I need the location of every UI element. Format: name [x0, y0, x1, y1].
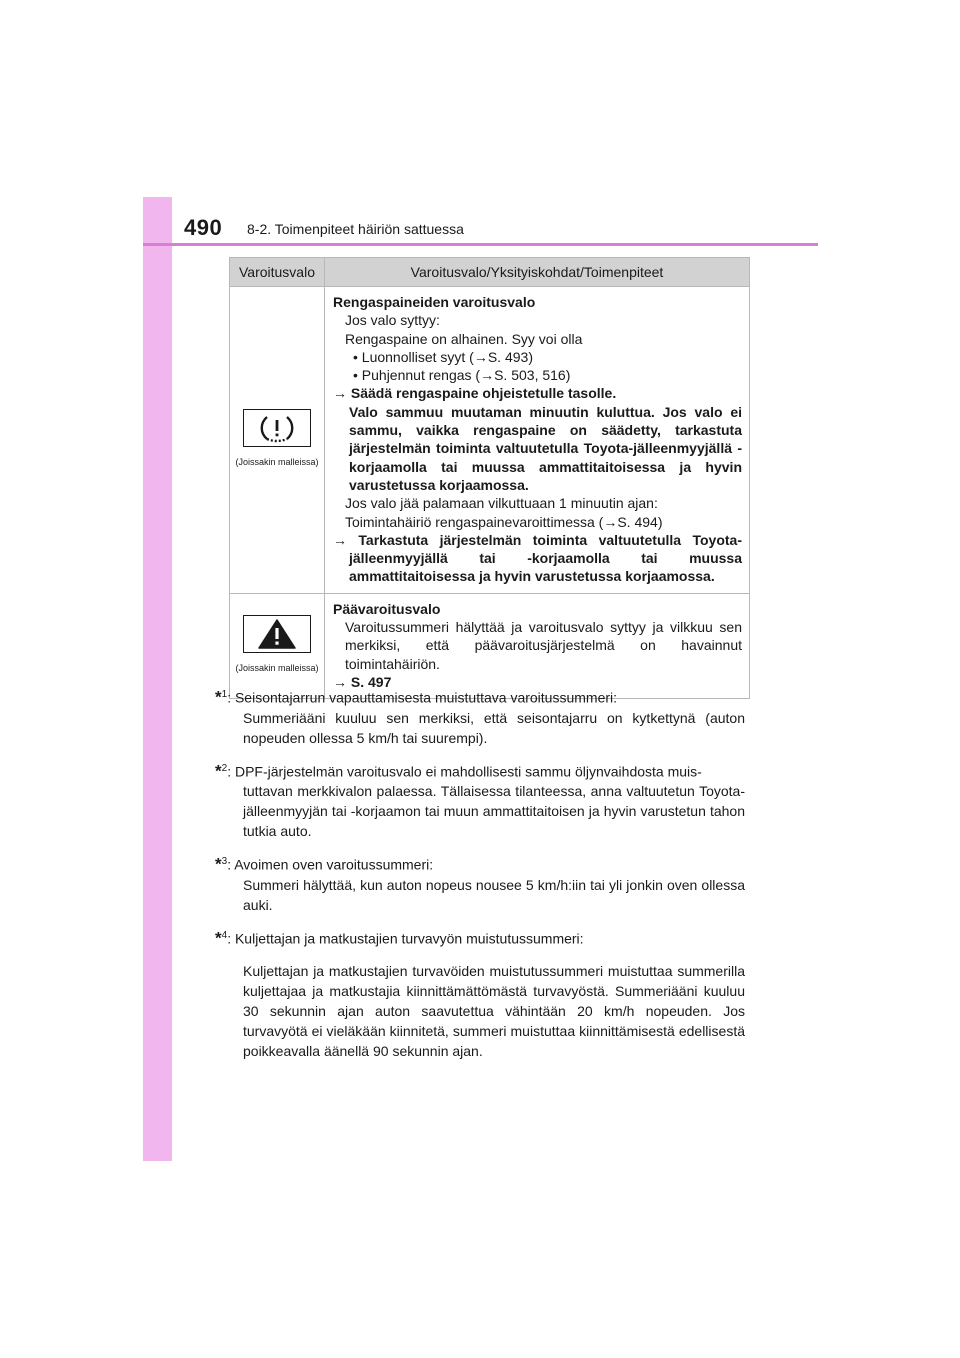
- light-title: Rengaspaineiden varoitusvalo: [333, 294, 536, 310]
- footnote-number: 1: [221, 689, 228, 700]
- light-title: Päävaroitusvalo: [333, 600, 441, 617]
- side-tab-band: [143, 197, 172, 1161]
- table-row: [230, 593, 750, 698]
- description-line: Jos valo syttyy:: [345, 312, 440, 329]
- footnote-number: 3: [221, 856, 228, 868]
- description-line: Jos valo jää palamaan vilkuttuaan 1 minuutin ajan:: [345, 495, 658, 512]
- action-line: → S. 497: [333, 673, 392, 690]
- footnote-title: : Seisontajarrun vapauttamisesta muistuttava varoitussummeri:: [227, 689, 618, 706]
- footnote-mark: *: [215, 928, 222, 948]
- master-warning-icon: [243, 615, 311, 653]
- warning-light-table: [229, 257, 750, 699]
- footnotes: [215, 685, 745, 1072]
- description-line: Varoitussummeri hälyttää ja varoitusvalo syttyy ja vilkkuu sen merkiksi, että päävaroitusjärjestelmä on havainnut toimintahäiriön.: [345, 619, 742, 672]
- description-cell: [325, 593, 750, 698]
- footnote-title: : Avoimen oven varoitussummeri:: [227, 856, 434, 873]
- footnote-mark: *: [215, 761, 222, 781]
- footnote-lead: [215, 685, 745, 708]
- description-line: Rengaspaine on alhainen. Syy voi olla: [345, 330, 583, 347]
- footnote: [215, 759, 745, 842]
- section-title: 8-2. Toimenpiteet häiriön sattuessa: [247, 221, 464, 237]
- column-header-details: Varoitusvalo/Yksityiskohdat/Toimenpiteet: [325, 258, 750, 287]
- description-cell: [325, 287, 750, 594]
- footnote-mark: *: [215, 687, 222, 707]
- footnote-number: 2: [221, 762, 228, 774]
- bullet-item: • Puhjennut rengas (→S. 503, 516): [353, 367, 571, 384]
- description-line: Toimintahäiriö rengaspainevaroittimessa (→S. 494): [345, 513, 663, 530]
- footnote: [215, 852, 745, 915]
- action-detail: Valo sammuu muutaman minuutin kuluttua. Jos valo ei sammu, vaikka rengaspaine on säädetty, tarkastuta järjestelmän toiminta valtuutetulla Toyota-jälleenmyyjällä -korjaamolla tai muussa ammattitaitoisessa ja hyvin varustetussa korjaamossa.: [349, 403, 742, 493]
- icon-caption: (Joissakin malleissa): [235, 662, 319, 673]
- footnote-lead: [215, 759, 745, 782]
- column-header-light: Varoitusvalo: [230, 258, 325, 287]
- icon-cell: [230, 287, 325, 594]
- footnote: [215, 685, 745, 748]
- tire-pressure-warning-icon: [243, 409, 311, 447]
- footnote-lead: [215, 852, 745, 875]
- bullet-item: • Luonnolliset syyt (→S. 493): [353, 348, 533, 365]
- footnote: [215, 926, 745, 1061]
- footnote-title: : Kuljettajan ja matkustajien turvavyön muistutussummeri:: [227, 930, 584, 947]
- footnote-lead: [215, 926, 745, 949]
- footnote-title: : DPF-järjestelmän varoitusvalo ei mahdollisesti sammu öljynvaihdosta muis-: [227, 763, 702, 780]
- table-row: [230, 287, 750, 594]
- footnote-body: Kuljettajan ja matkustajien turvavöiden muistutussummeri muistuttaa summerilla kuljettajaa ja matkustajia kiinnittämättömästä turvavyöstä. Summeriääni kuuluu 30 sekunnin ajan auton saavutettua vähintään 20 km/h nopeuden. Jos turvavyötä ei vieläkään kiinnitetä, summeri muistuttaa kiinnittämisestä edellisestä poikkeavalla äänellä 90 sekunnin ajan.: [243, 962, 745, 1059]
- footnote-body: Summeri hälyttää, kun auton nopeus nousee 5 km/h:iin tai yli jonkin oven ollessa auki.: [243, 876, 745, 913]
- action-line: → Säädä rengaspaine ohjeistetulle tasolle.: [333, 385, 617, 402]
- header-rule: [143, 243, 818, 246]
- footnote-body: tuttavan merkkivalon palaessa. Tällaisessa tilanteessa, anna valtuutetun Toyota-jälleenmyyjän tai -korjaamon tai muun ammattitaitoisen ja hyvin varustetun tahon tutkia auto.: [243, 783, 745, 840]
- icon-caption: (Joissakin malleissa): [235, 456, 319, 467]
- icon-cell: [230, 593, 325, 698]
- footnote-body: Summeriääni kuuluu sen merkiksi, että seisontajarru on kytkettynä (auton nopeuden ollessa 5 km/h tai suurempi).: [243, 709, 745, 746]
- action-line: → Tarkastuta järjestelmän toiminta valtuutetulla Toyota-jälleenmyyjällä tai -korjaamolla tai muussa ammattitaitoisessa ja hyvin varustetussa korjaamossa.: [333, 531, 742, 585]
- footnote-mark: *: [215, 854, 222, 874]
- page-number: 490: [184, 215, 223, 240]
- table-header-row: [230, 258, 750, 287]
- footnote-number: 4: [221, 929, 228, 941]
